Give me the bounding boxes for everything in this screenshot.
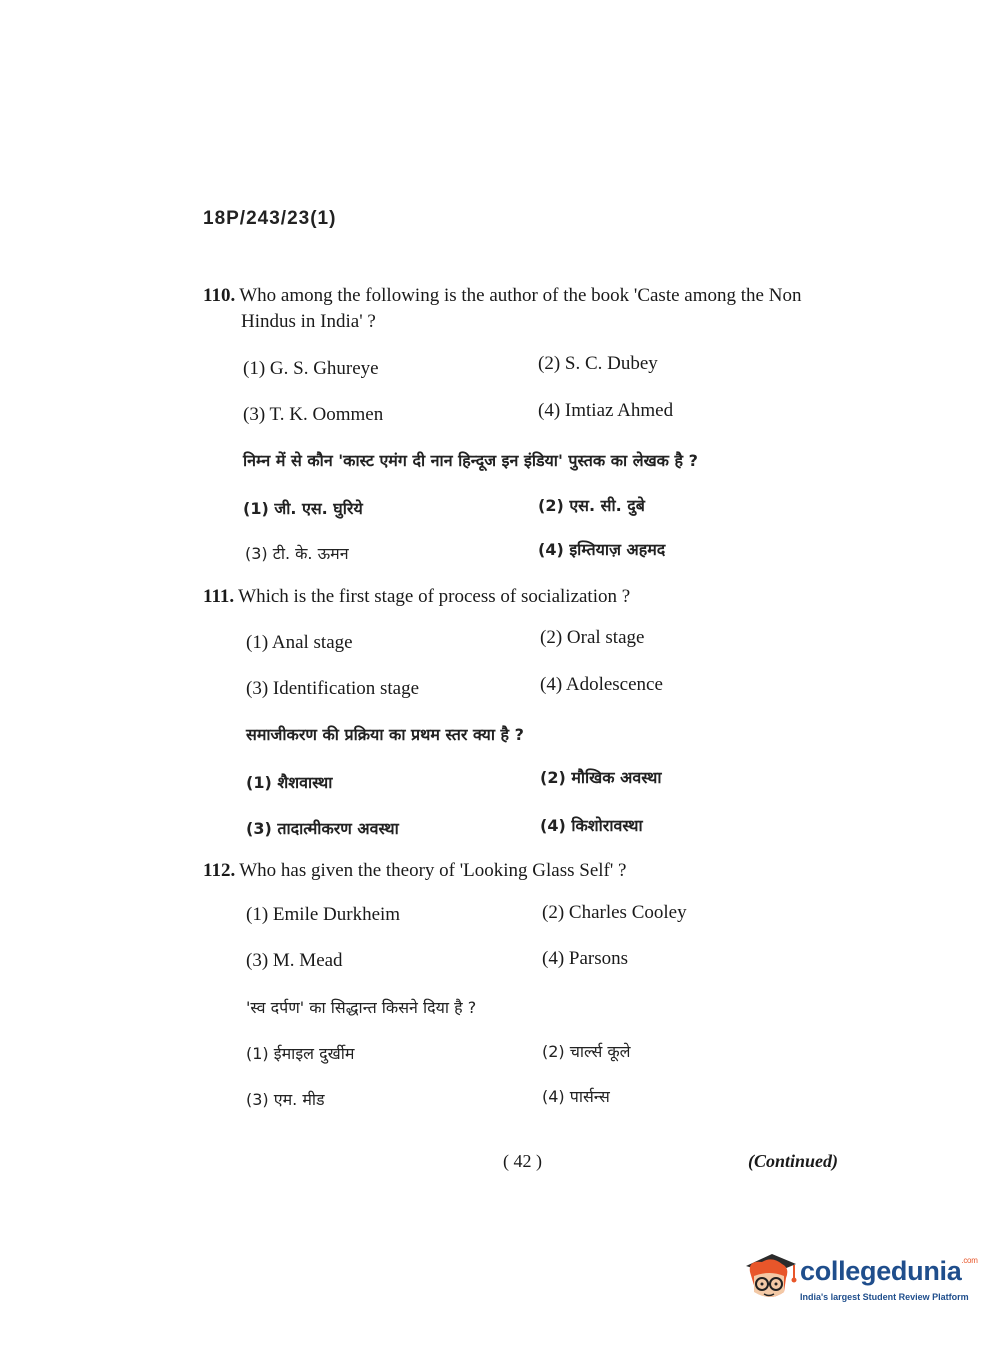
logo-tagline: India's largest Student Review Platform: [800, 1292, 969, 1302]
option-110-2: (2) S. C. Dubey: [538, 353, 658, 374]
continued-label: (Continued): [748, 1151, 839, 1171]
option-111-4: (4) Adolescence: [540, 674, 663, 695]
question-text: Who among the following is the author of the book 'Caste among the Non: [239, 285, 802, 306]
question-number: 112.: [203, 860, 236, 881]
hindi-option-110-4: (4) इम्तियाज़ अहमद: [538, 540, 666, 559]
logo-name: collegedunia: [800, 1256, 962, 1286]
hindi-option-111-4: (4) किशोरावस्था: [540, 816, 643, 835]
hindi-option-111-2: (2) मौखिक अवस्था: [540, 768, 662, 787]
option-110-1: (1) G. S. Ghureye: [243, 358, 379, 379]
hindi-option-111-1: (1) शैशवास्था: [246, 773, 333, 792]
hindi-option-110-1: (1) जी. एस. घुरिये: [243, 499, 363, 518]
collegedunia-logo: [742, 1252, 978, 1312]
question-112: [203, 858, 843, 884]
option-112-3: (3) M. Mead: [246, 950, 343, 971]
option-111-2: (2) Oral stage: [540, 627, 645, 648]
question-number: 110.: [203, 285, 236, 306]
hindi-question-112: 'स्व दर्पण' का सिद्धान्त किसने दिया है ?: [246, 998, 477, 1017]
option-111-3: (3) Identification stage: [246, 678, 420, 699]
hindi-option-112-3: (3) एम. मीड: [246, 1090, 325, 1109]
option-112-1: (1) Emile Durkheim: [246, 904, 401, 925]
question-number: 111.: [203, 586, 235, 607]
option-110-3: (3) T. K. Oommen: [243, 404, 384, 425]
question-111: [203, 584, 843, 610]
hindi-option-112-2: (2) चार्ल्स कूले: [542, 1042, 631, 1061]
question-text: Who has given the theory of 'Looking Glass Self' ?: [239, 860, 627, 881]
option-112-2: (2) Charles Cooley: [542, 902, 687, 923]
question-text-continued: Hindus in India' ?: [241, 311, 376, 332]
hindi-question-111: समाजीकरण की प्रक्रिया का प्रथम स्तर क्या है ?: [246, 725, 524, 744]
option-112-4: (4) Parsons: [542, 948, 629, 969]
hindi-option-111-3: (3) तादात्मीकरण अवस्था: [246, 819, 399, 838]
hindi-option-110-3: (3) टी. के. ऊमन: [245, 544, 349, 563]
option-110-4: (4) Imtiaz Ahmed: [538, 400, 674, 421]
question-text: Which is the first stage of process of socialization ?: [238, 586, 631, 607]
student-mascot-icon: [742, 1252, 798, 1310]
paper-code: 18P/243/23(1): [203, 208, 337, 229]
page-number: ( 42 ): [503, 1151, 542, 1171]
logo-suffix: .com: [961, 1256, 978, 1265]
question-110: [203, 283, 843, 335]
option-111-1: (1) Anal stage: [246, 632, 353, 653]
hindi-option-112-1: (1) ईमाइल दुर्खीम: [246, 1044, 355, 1063]
hindi-option-112-4: (4) पार्सन्स: [542, 1087, 610, 1106]
hindi-question-110: निम्न में से कौन 'कास्ट एमंग दी नान हिन्दूज इन इंडिया' पुस्तक का लेखक है ?: [243, 451, 698, 470]
hindi-option-110-2: (2) एस. सी. दुबे: [538, 496, 645, 515]
